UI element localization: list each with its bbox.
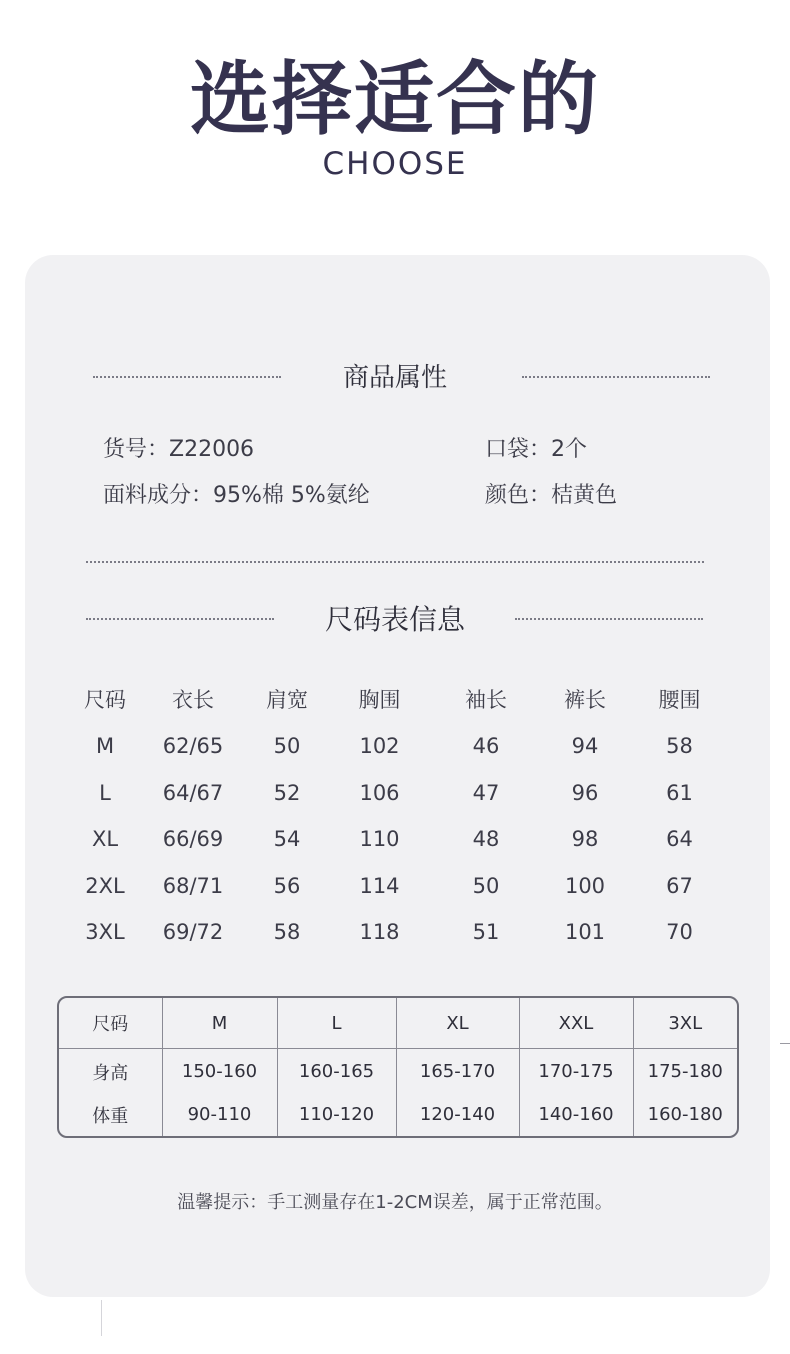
table-cell: 48 bbox=[472, 827, 500, 852]
size-chart-section-header bbox=[0, 600, 790, 640]
table-cell: XL bbox=[91, 827, 119, 852]
attributes-section-header bbox=[0, 358, 790, 398]
table-cell: 54 bbox=[273, 827, 301, 852]
table-cell: 身高 bbox=[92, 1062, 129, 1084]
table-row-weight bbox=[59, 1094, 737, 1136]
column-header: 衣长 bbox=[172, 688, 214, 712]
table-header-row bbox=[59, 998, 737, 1049]
table-cell: 160-165 bbox=[277, 1049, 396, 1094]
decorative-line bbox=[101, 1300, 102, 1336]
table-cell: 3XL bbox=[85, 920, 125, 945]
column-header: L bbox=[277, 998, 396, 1049]
table-cell: 66/69 bbox=[162, 827, 224, 852]
table-cell: 110-120 bbox=[277, 1094, 396, 1136]
table-cell: 160-180 bbox=[633, 1094, 737, 1136]
section-divider bbox=[86, 561, 704, 563]
table-cell: M bbox=[95, 734, 115, 759]
table-cell: 175-180 bbox=[633, 1049, 737, 1094]
table-cell: 64 bbox=[666, 827, 693, 852]
table-cell: 67 bbox=[666, 873, 693, 898]
table-cell: 50 bbox=[273, 734, 301, 759]
column-header: 尺码 bbox=[84, 688, 126, 712]
column-header: 3XL bbox=[633, 998, 737, 1049]
table-cell: 46 bbox=[472, 734, 500, 759]
table-cell: 102 bbox=[359, 734, 400, 759]
table-cell: 110 bbox=[359, 827, 400, 852]
divider-dots-right bbox=[515, 618, 703, 620]
table-cell: 58 bbox=[273, 920, 301, 945]
item-number: 货号：Z22006 bbox=[103, 437, 255, 462]
measurement-tip: 温馨提示：手工测量存在1-2CM误差，属于正常范围。 bbox=[177, 1192, 613, 1213]
reference-table bbox=[59, 998, 737, 1136]
height-weight-reference bbox=[57, 996, 739, 1138]
table-cell: 68/71 bbox=[162, 873, 224, 898]
decorative-line bbox=[780, 1043, 790, 1044]
table-cell: 90-110 bbox=[162, 1094, 277, 1136]
divider-dots-right bbox=[522, 376, 710, 378]
column-header: 袖长 bbox=[465, 688, 507, 712]
table-cell: 98 bbox=[571, 827, 599, 852]
table-cell: 2XL bbox=[85, 873, 125, 898]
table-cell: 61 bbox=[666, 780, 693, 805]
fabric-composition: 面料成分：95%棉 5%氨纶 bbox=[103, 483, 370, 508]
table-cell: 106 bbox=[359, 780, 400, 805]
table-cell: 140-160 bbox=[519, 1094, 633, 1136]
table-cell: 101 bbox=[564, 920, 606, 945]
table-row bbox=[70, 770, 730, 817]
table-cell: 51 bbox=[472, 920, 500, 945]
table-cell: 94 bbox=[571, 734, 599, 759]
table-cell: 58 bbox=[666, 734, 693, 759]
table-cell: 70 bbox=[666, 920, 693, 945]
table-cell: 120-140 bbox=[396, 1094, 519, 1136]
attributes-heading: 商品属性 bbox=[342, 363, 447, 393]
column-header: 腰围 bbox=[658, 688, 701, 712]
page-subtitle: CHOOSE bbox=[322, 146, 468, 182]
table-row bbox=[70, 723, 730, 770]
table-cell: 52 bbox=[273, 780, 301, 805]
table-cell: 56 bbox=[273, 873, 301, 898]
column-header: XL bbox=[396, 998, 519, 1049]
table-cell: 150-160 bbox=[162, 1049, 277, 1094]
table-row bbox=[70, 816, 730, 863]
pocket-count: 口袋：2个 bbox=[485, 437, 587, 462]
table-cell: 62/65 bbox=[162, 734, 224, 759]
table-cell: 100 bbox=[564, 873, 606, 898]
table-cell: 170-175 bbox=[519, 1049, 633, 1094]
table-cell: 50 bbox=[472, 873, 500, 898]
size-chart-table bbox=[70, 675, 730, 956]
size-chart-heading: 尺码表信息 bbox=[324, 603, 465, 636]
table-row bbox=[70, 863, 730, 910]
column-header: 胸围 bbox=[358, 688, 401, 712]
table-cell: 64/67 bbox=[162, 780, 224, 805]
table-cell: 47 bbox=[472, 780, 500, 805]
table-row bbox=[70, 909, 730, 956]
column-header: M bbox=[162, 998, 277, 1049]
page-title: 选择适合的 bbox=[190, 53, 600, 146]
column-header: 肩宽 bbox=[266, 688, 308, 712]
column-header: 尺码 bbox=[59, 998, 162, 1049]
table-cell: 96 bbox=[571, 780, 599, 805]
column-header: 裤长 bbox=[564, 688, 606, 712]
table-row-height bbox=[59, 1049, 737, 1094]
table-cell: 69/72 bbox=[162, 920, 224, 945]
table-cell: 165-170 bbox=[396, 1049, 519, 1094]
column-header: XXL bbox=[519, 998, 633, 1049]
table-cell: 体重 bbox=[92, 1105, 129, 1127]
product-color: 颜色：桔黄色 bbox=[485, 483, 618, 508]
table-cell: L bbox=[99, 780, 111, 805]
table-cell: 118 bbox=[359, 920, 400, 945]
table-cell: 114 bbox=[359, 873, 400, 898]
table-header-row bbox=[70, 675, 730, 723]
